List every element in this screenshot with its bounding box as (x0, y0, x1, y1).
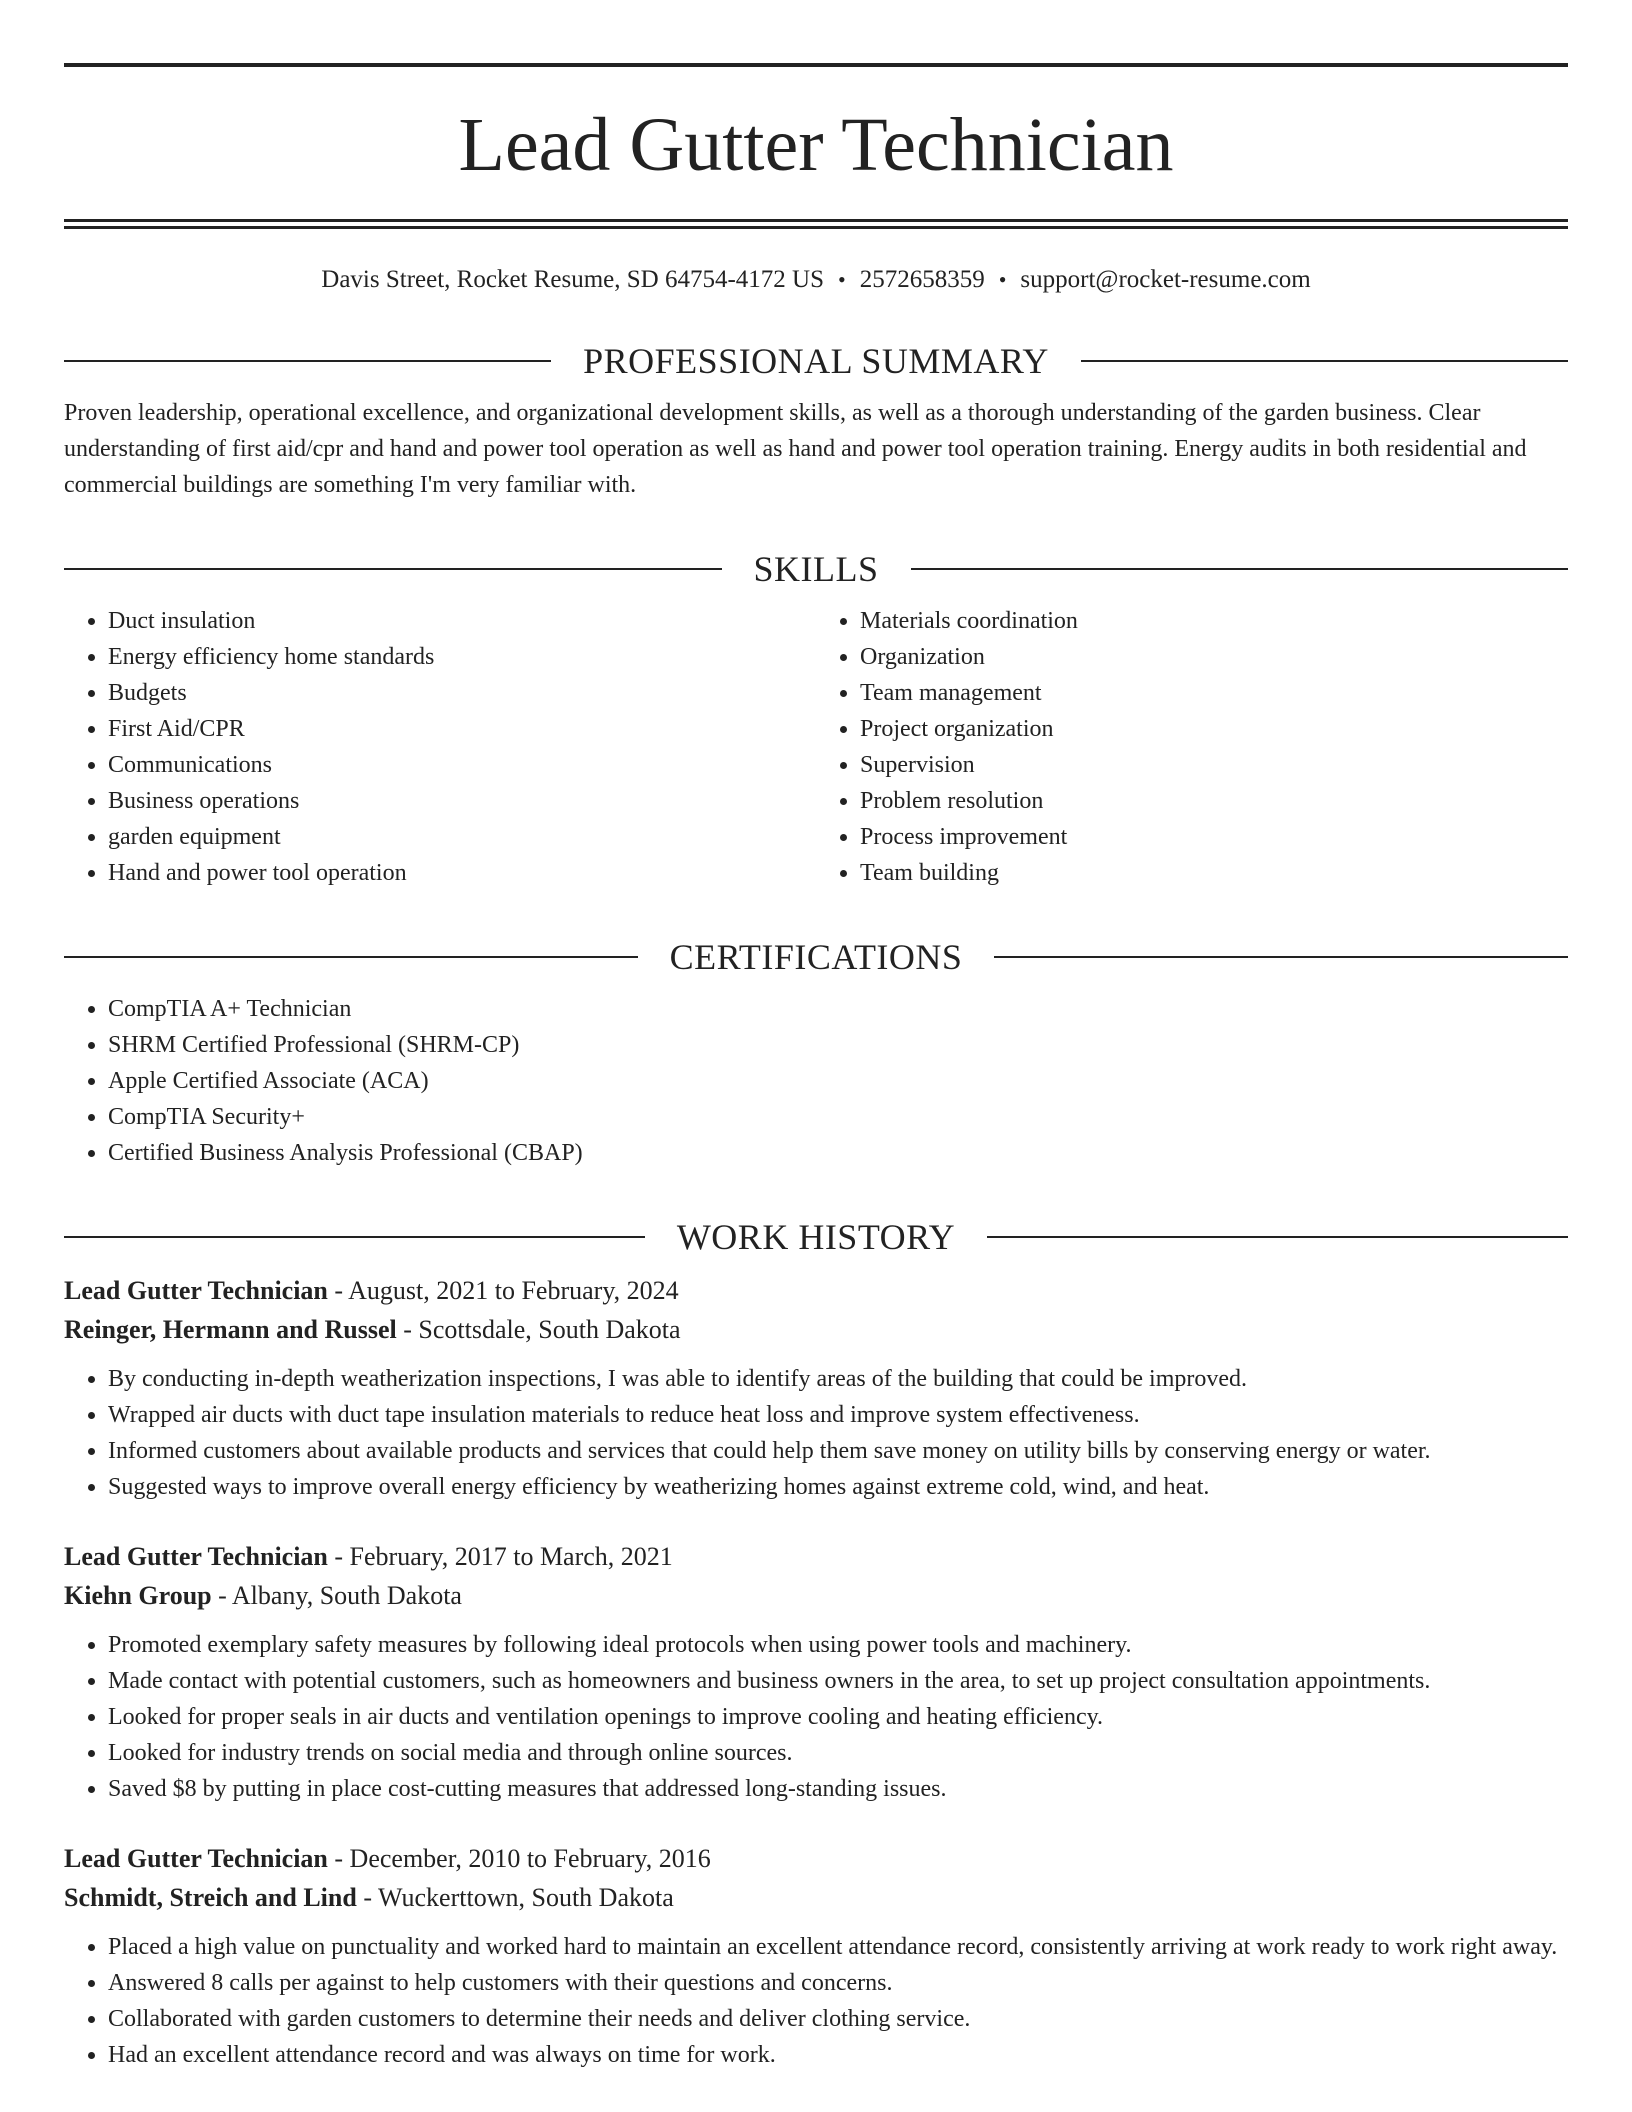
certification-item: • SHRM Certified Professional (SHRM-CP) (108, 1027, 1568, 1063)
skill-item: • Problem resolution (860, 783, 1568, 819)
job-title: Lead Gutter Technician (64, 1844, 328, 1873)
skill-item: • Team management (860, 675, 1568, 711)
skill-item: • Organization (860, 639, 1568, 675)
heading-rule-left (64, 568, 722, 570)
job-bullet: • Had an excellent attendance record and was always on time for work. (108, 2037, 1568, 2073)
job-bullets (64, 1929, 1568, 2073)
job-company: Schmidt, Streich and Lind (64, 1883, 357, 1912)
summary-text: Proven leadership, operational excellence, and organizational development skills, as well as a thorough understanding of the garden business. Clear understanding of first aid/cpr and hand and power tool operation as well as hand and power tool operation training. Energy audits in both residential and commercial buildings are something I'm very familiar with. (64, 400, 1527, 498)
skill-item: • Project organization (860, 711, 1568, 747)
heading-rule-left (64, 1236, 645, 1238)
job-location: - Albany, South Dakota (211, 1581, 462, 1610)
job-company: Reinger, Hermann and Russel (64, 1315, 397, 1344)
job-company: Kiehn Group (64, 1581, 212, 1610)
skill-item: • Team building (860, 855, 1568, 891)
contact-address: Davis Street, Rocket Resume, SD 64754-4172 US (321, 266, 825, 293)
job-entry (64, 1839, 1568, 2073)
heading-rule-right (911, 568, 1569, 570)
skills-list-right (816, 603, 1568, 891)
skill-item: • garden equipment (108, 819, 816, 855)
job-company-line (64, 1576, 1568, 1615)
title-double-rule (64, 219, 1568, 229)
work-heading: WORK HISTORY (676, 1217, 956, 1257)
job-entry (64, 1271, 1568, 1505)
skill-item: • Business operations (108, 783, 816, 819)
job-title: Lead Gutter Technician (64, 1276, 328, 1305)
skills-heading: SKILLS (753, 549, 879, 589)
job-title-line (64, 1271, 1568, 1310)
skill-item: • Duct insulation (108, 603, 816, 639)
heading-rule-right (994, 956, 1568, 958)
certifications-list (64, 991, 1568, 1171)
certification-item: • CompTIA A+ Technician (108, 991, 1568, 1027)
job-dates: - August, 2021 to February, 2024 (327, 1276, 679, 1305)
job-bullet: • Made contact with potential customers, such as homeowners and business owners in the area, to set up project consultation appointments. (108, 1663, 1568, 1699)
heading-rule-left (64, 956, 638, 958)
job-location: - Scottsdale, South Dakota (396, 1315, 681, 1344)
certification-item: • CompTIA Security+ (108, 1099, 1568, 1135)
job-bullet: • Suggested ways to improve overall energy efficiency by weatherizing homes against extreme cold, wind, and heat. (108, 1469, 1568, 1505)
skill-item: • Energy efficiency home standards (108, 639, 816, 675)
job-bullets (64, 1361, 1568, 1505)
job-bullet: • Placed a high value on punctuality and worked hard to maintain an excellent attendance record, consistently arriving at work ready to work right away. (108, 1929, 1568, 1965)
skills-section-heading (64, 549, 1568, 589)
contact-separator: • (838, 267, 846, 292)
heading-rule-right (1081, 360, 1568, 362)
skill-item: • Hand and power tool operation (108, 855, 816, 891)
skill-item: • Materials coordination (860, 603, 1568, 639)
contact-line (64, 265, 1568, 295)
job-bullet: • Wrapped air ducts with duct tape insulation materials to reduce heat loss and improve system effectiveness. (108, 1397, 1568, 1433)
job-bullets (64, 1627, 1568, 1807)
top-rule (64, 63, 1568, 67)
job-bullet: • Saved $8 by putting in place cost-cutting measures that addressed long-standing issues. (108, 1771, 1568, 1807)
job-entry (64, 1537, 1568, 1807)
certification-item: • Apple Certified Associate (ACA) (108, 1063, 1568, 1099)
heading-rule-right (987, 1236, 1568, 1238)
job-bullet: • By conducting in-depth weatherization inspections, I was able to identify areas of the building that could be improved. (108, 1361, 1568, 1397)
contact-email: support@rocket-resume.com (1020, 266, 1311, 293)
skill-item: • Supervision (860, 747, 1568, 783)
job-company-line (64, 1878, 1568, 1917)
page-title: Lead Gutter Technician (458, 103, 1174, 187)
job-bullet: • Promoted exemplary safety measures by following ideal protocols when using power tools and machinery. (108, 1627, 1568, 1663)
contact-separator: • (998, 267, 1007, 292)
skill-item: • Budgets (108, 675, 816, 711)
job-dates: - December, 2010 to February, 2016 (327, 1844, 711, 1873)
heading-rule-left (64, 360, 551, 362)
certifications-section-heading (64, 937, 1568, 977)
job-title: Lead Gutter Technician (64, 1542, 328, 1571)
skills-list-left (64, 603, 816, 891)
skill-item: • First Aid/CPR (108, 711, 816, 747)
job-location: - Wuckerttown, South Dakota (356, 1883, 674, 1912)
summary-section-heading (64, 341, 1568, 381)
job-bullet: • Informed customers about available products and services that could help them save money on utility bills by conserving energy or water. (108, 1433, 1568, 1469)
job-title-line (64, 1537, 1568, 1576)
skills-columns (64, 603, 1568, 891)
skill-item: • Communications (108, 747, 816, 783)
contact-phone: 2572658359 (859, 266, 985, 293)
certification-item: • Certified Business Analysis Professional (CBAP) (108, 1135, 1568, 1171)
job-company-line (64, 1310, 1568, 1349)
job-bullet: • Looked for industry trends on social media and through online sources. (108, 1735, 1568, 1771)
job-bullet: • Answered 8 calls per against to help customers with their questions and concerns. (108, 1965, 1568, 2001)
job-title-line (64, 1839, 1568, 1878)
work-section-heading (64, 1217, 1568, 1257)
job-bullet: • Looked for proper seals in air ducts and ventilation openings to improve cooling and heating efficiency. (108, 1699, 1568, 1735)
summary-heading: PROFESSIONAL SUMMARY (583, 341, 1049, 381)
job-dates: - February, 2017 to March, 2021 (327, 1542, 673, 1571)
skill-item: • Process improvement (860, 819, 1568, 855)
job-bullet: • Collaborated with garden customers to determine their needs and deliver clothing service. (108, 2001, 1568, 2037)
certifications-heading: CERTIFICATIONS (669, 937, 963, 977)
